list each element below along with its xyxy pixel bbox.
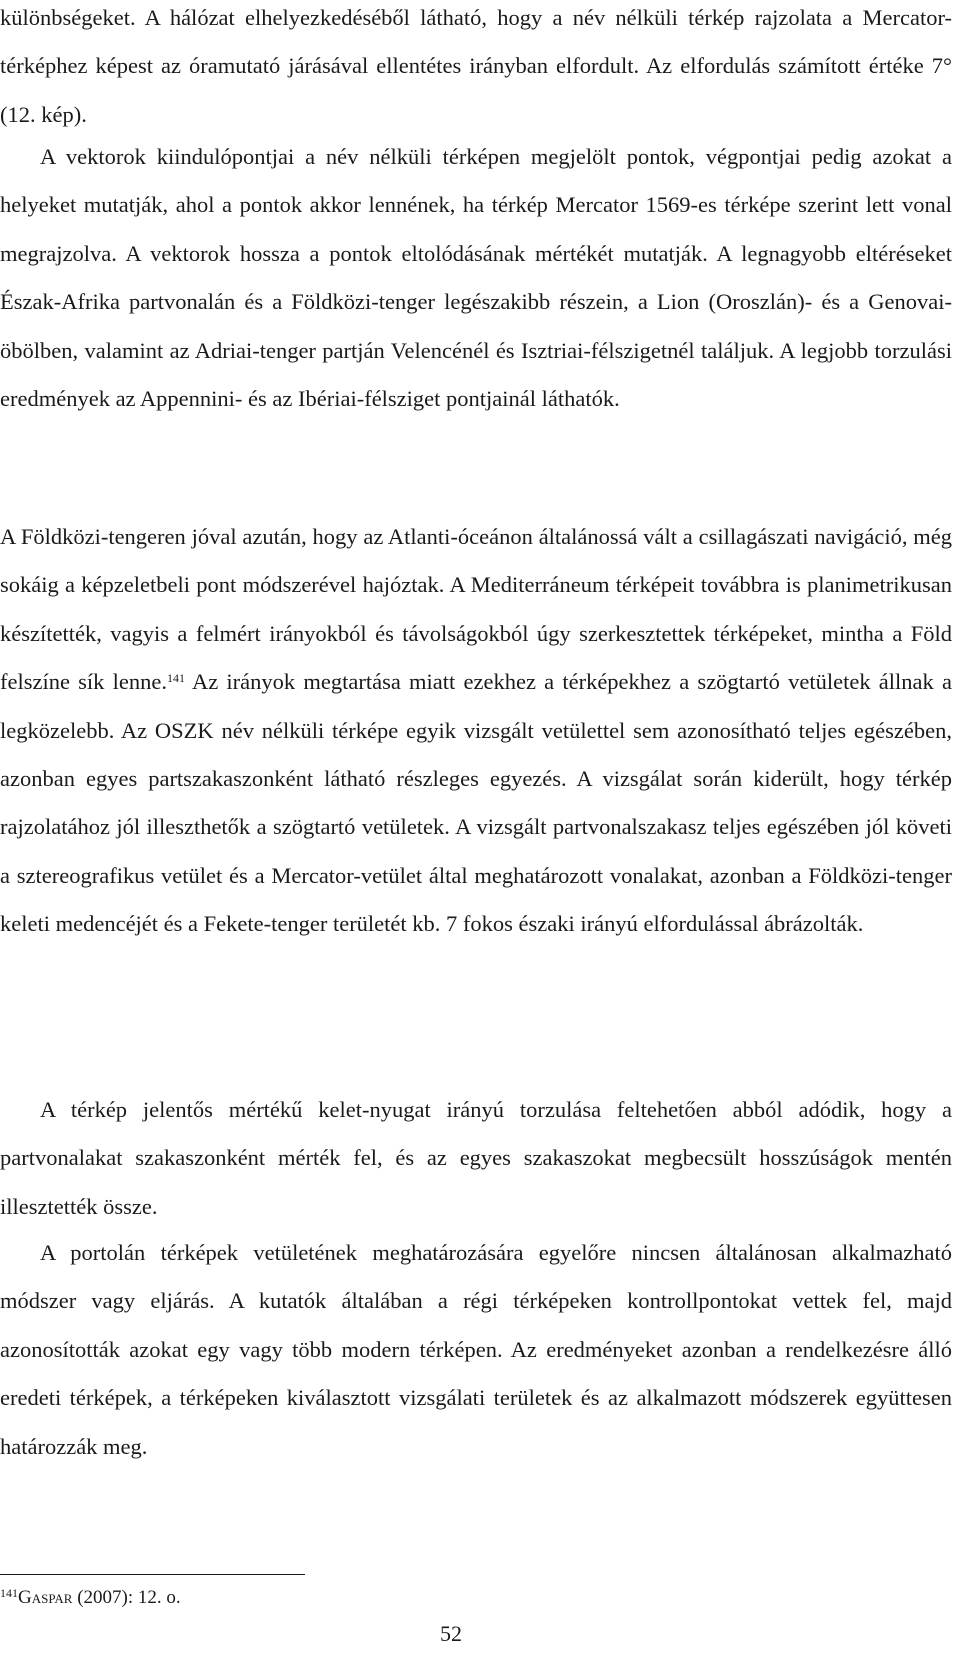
footnote-number: 141 bbox=[0, 1585, 18, 1600]
paragraph-distortion: A térkép jelentős mértékű kelet-nyugat irányú torzulása feltehetően abból adódik, hogy a partvonalakat szakaszonként mérték fel, és az egyes szakaszokat megbecsült hosszúságok mentén illesztették össze. bbox=[0, 1097, 952, 1219]
paragraph-vectors: A vektorok kiindulópontjai a név nélküli térképen megjelölt pontok, végpontjai pedig azokat a helyeket mutatják, ahol a pontok akkor lennének, ha térkép Mercator 1569-es térképe szerint lett vonal megrajzolva. A vektorok hossza a pontok eltolódásának mértékét mutatják. A legnagyobb eltéréseket Észak-Afrika partvonalán és a Földközi-tenger legészakibb részein, a Lion (Oroszlán)- és a Genovai-öbölben, valamint az Adriai-tenger partján Velencénél és Isztriai-félszigetnél találjuk. A legjobb torzulási eredmények az Appennini- és az Ibériai-félsziget pontjainál láthatók. bbox=[0, 144, 952, 412]
paragraph-navigation bbox=[0, 513, 952, 949]
paragraph-continued: különbségeket. A hálózat elhelyezkedéséből látható, hogy a név nélküli térkép rajzolata a Mercator-térképhez képest az óramutató járásával ellentétes irányban elfordult. Az elfordulás számított értéke 7° (12. kép). bbox=[0, 5, 952, 127]
footnote-citation: (2007): 12. o. bbox=[72, 1587, 181, 1608]
footnote bbox=[0, 1584, 181, 1612]
paragraph-text-continued: Az irányok megtartása miatt ezekhez a térképekhez a szögtartó vetületek állnak a legközelebb. Az OSZK név nélküli térképe egyik vizsgált vetülettel sem azonosítható teljes egészében, azonban egyes partszakaszonként látható részleges egyezés. A vizsgálat során kiderült, hogy térkép rajzolatához jól illeszthetők a szögtartó vetületek. A vizsgált partvonalszakasz teljes egészében jól követi a sztereografikus vetület és a Mercator-vetület által meghatározott vonalakat, azonban a Földközi-tenger keleti medencéjét és a Fekete-tenger területét kb. 7 fokos északi irányú elfordulással ábrázolták. bbox=[0, 669, 952, 937]
footnote-separator bbox=[0, 1574, 305, 1575]
page-number: 52 bbox=[440, 1621, 462, 1646]
paragraph-text: A Földközi-tengeren jóval azután, hogy az Atlanti-óceánon általánossá vált a csillagászati navigáció, még sokáig a képzeletbeli pont módszerével hajóztak. A Mediterráneum térképeit továbbra is planimetrikusan készítették, vagyis a felmért irányokból és távolságokból úgy szerkesztettek térképeket, mintha a Föld felszíne sík lenne. bbox=[0, 524, 952, 695]
paragraph-projection-methods: A portolán térképek vetületének meghatározására egyelőre nincsen általánosan alkalmazható módszer vagy eljárás. A kutatók általában a régi térképeken kontrollpontokat vettek fel, majd azonosították azokat egy vagy több modern térképen. Az eredményeket azonban a rendelkezésre álló eredeti térképek, a térképeken kiválasztott vizsgálati területek és az alkalmazott módszerek együttesen határozzák meg. bbox=[0, 1240, 952, 1459]
footnote-reference: 141 bbox=[167, 670, 185, 685]
footnote-author: Gaspar bbox=[18, 1587, 73, 1608]
